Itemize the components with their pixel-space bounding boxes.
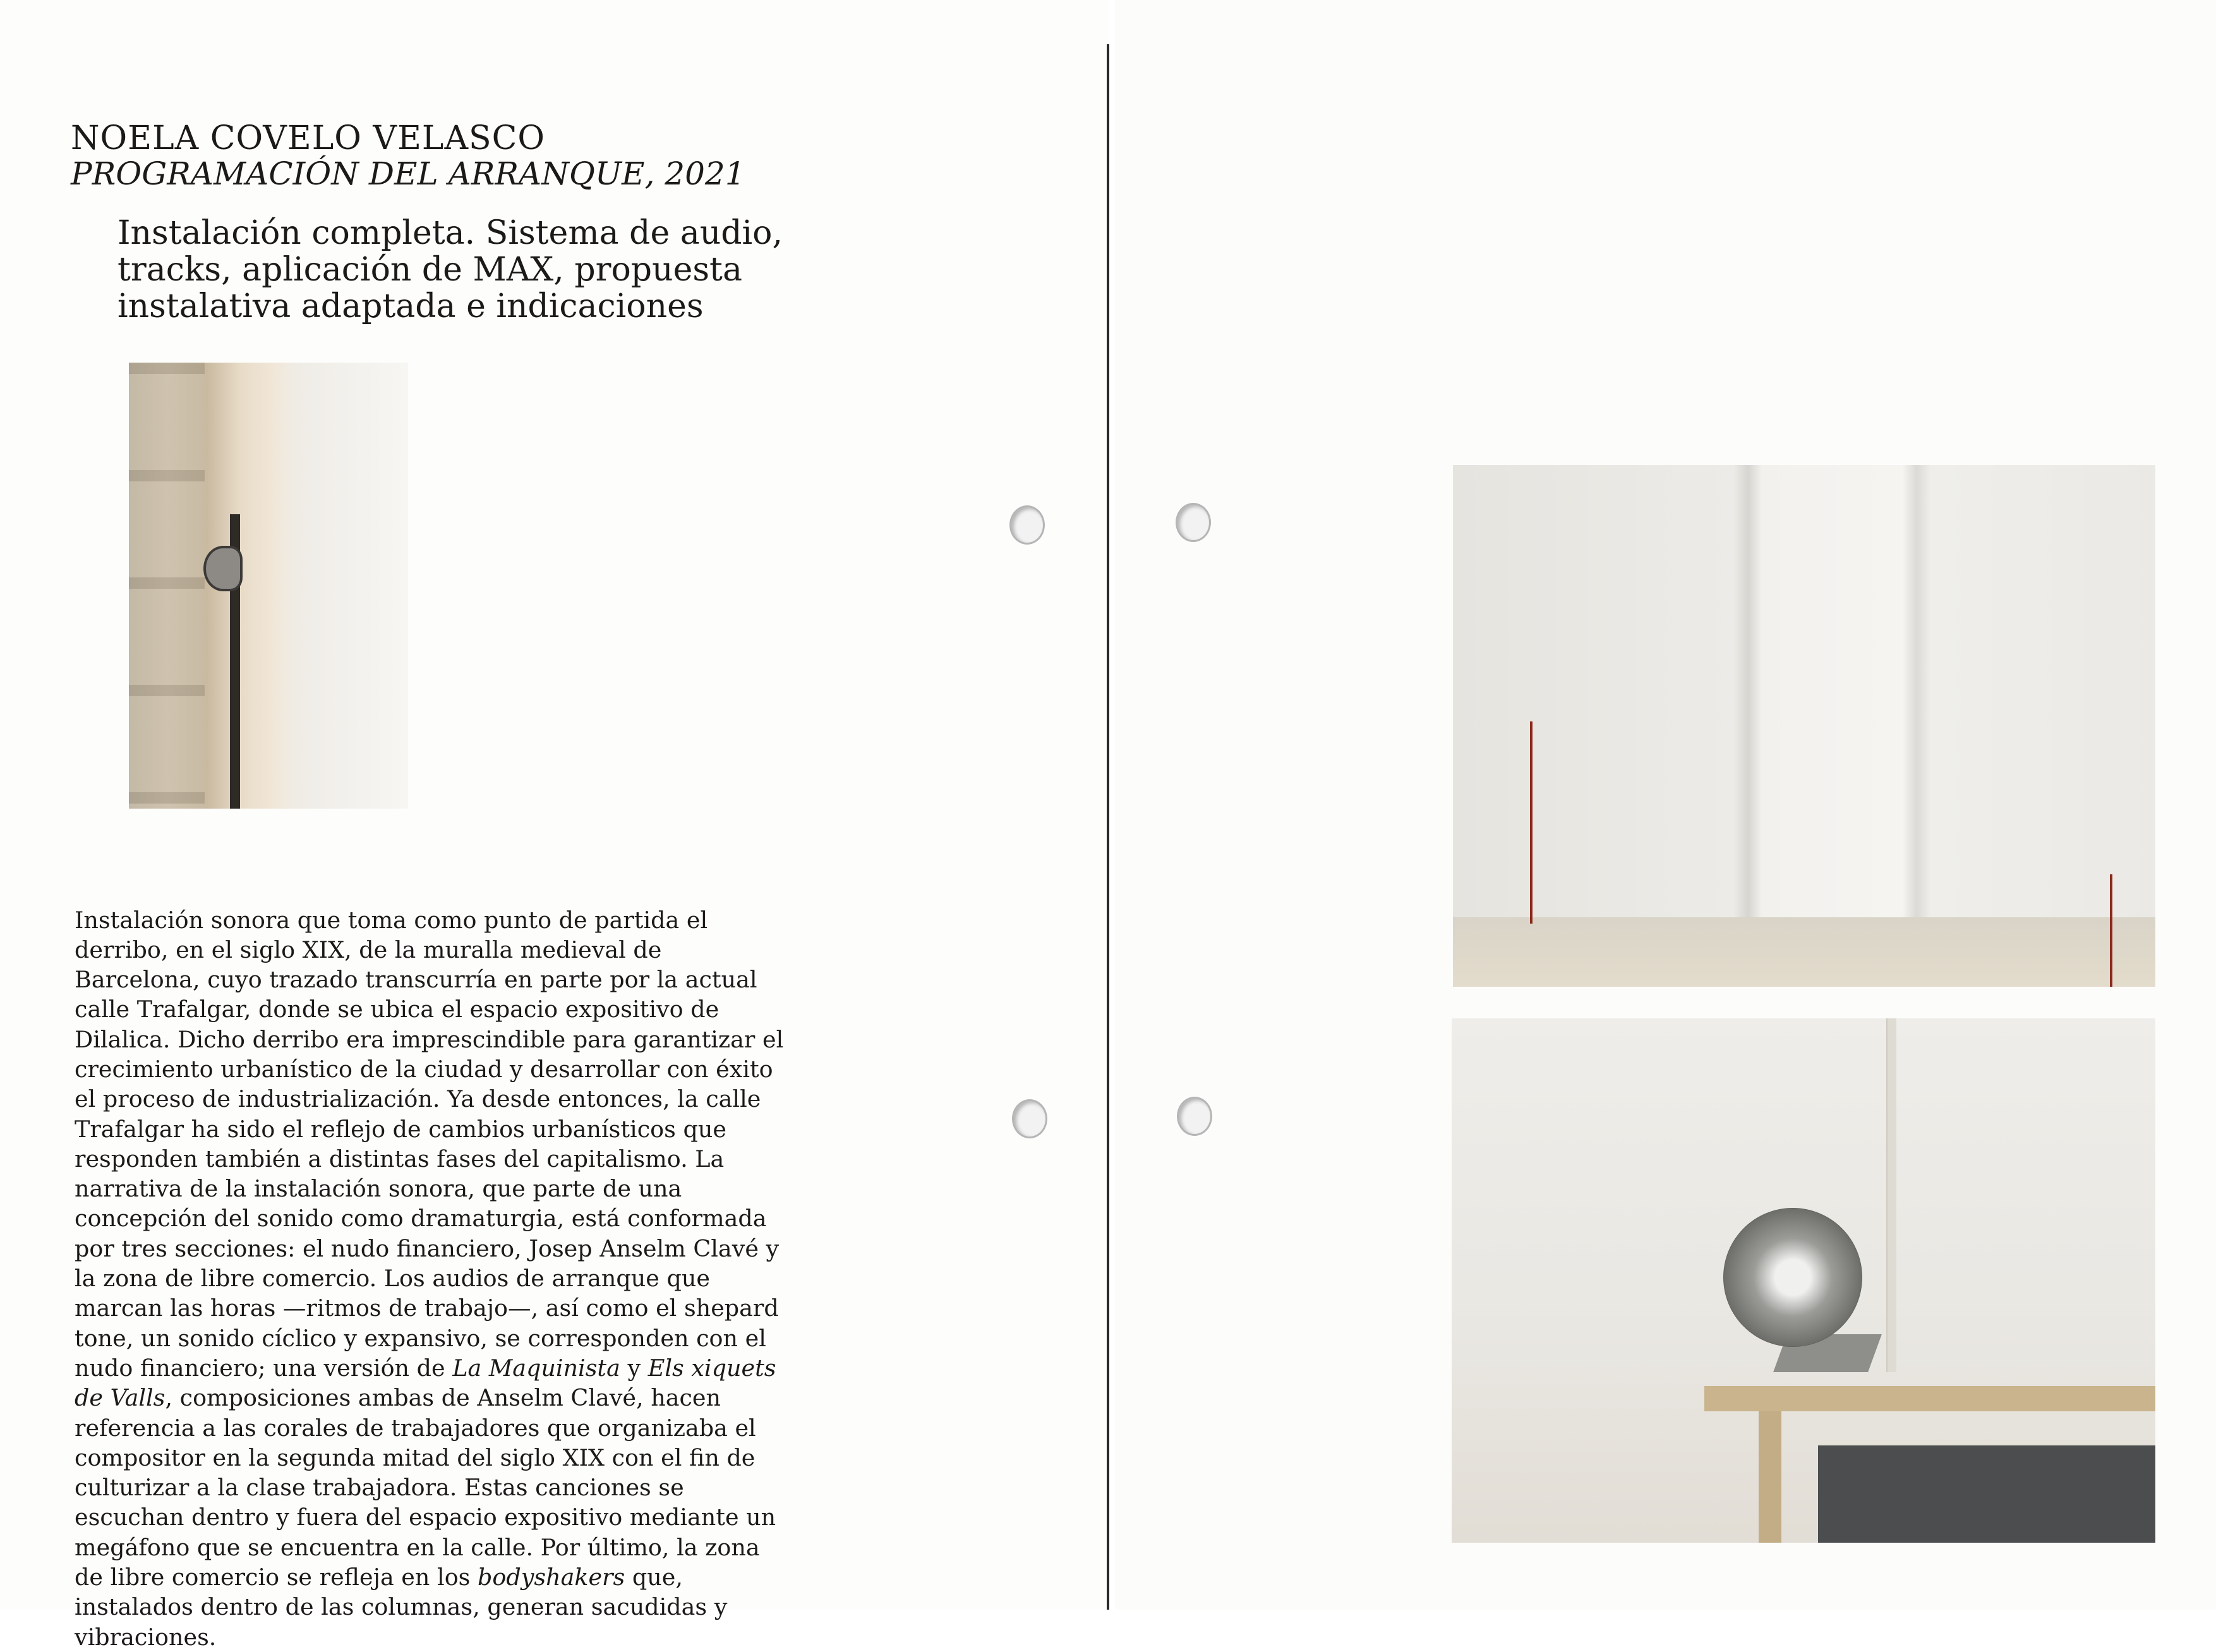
photo-table: [1704, 1386, 2155, 1411]
body-text: [75, 905, 785, 1652]
photo-floor: [1453, 917, 2155, 987]
artist-name: NOELA COVELO VELASCO: [71, 119, 546, 157]
work-subtitle: Instalación completa. Sistema de audio, tracks, aplicación de MAX, propuesta instalativa adaptada e indicaciones: [117, 214, 783, 325]
photo-megaphone: [1723, 1208, 1862, 1347]
photo-red-cable: [2110, 874, 2112, 987]
body-text-italic-els-xiquets: Els xiquets de Valls: [75, 1354, 776, 1412]
body-text-part4: que, instalados dentro de las columnas, generan sacudidas y vibraciones.: [75, 1564, 728, 1651]
photo-cornice: [129, 363, 205, 809]
punch-hole: [1009, 505, 1045, 545]
photo-speaker: [203, 546, 243, 591]
body-text-italic-la-maquinista: La Maquinista: [452, 1354, 620, 1382]
installation-photo-columns: [1453, 465, 2155, 987]
photo-red-cable: [1530, 721, 1533, 924]
body-text-italic-bodyshakers: bodyshakers: [478, 1564, 625, 1591]
photo-pipe: [1886, 1018, 1896, 1372]
photo-table-leg: [1759, 1411, 1781, 1543]
body-text-part1: Instalación sonora que toma como punto de partida el derribo, en el siglo XIX, de la muralla medieval de Barcelona, cuyo trazado transcurría en parte por la actual calle Trafalgar, donde se ubica el espacio expositivo de Dilalica. Dicho derribo era imprescindible para garantizar el crecimiento urbanístico de la ciudad y desarrollar con éxito el proceso de industrialización. Ya desde entonces, la calle Trafalgar ha sido el reflejo de cambios urbanísticos que responden también a distintas fases del capitalismo. La narrativa de la instalación sonora, que parte de una concepción del sonido como dramaturgia, está conformada por tres secciones: el nudo financiero, Josep Anselm Clavé y la zona de libre comercio. Los audios de arranque que marcan las horas —ritmos de trabajo—, así como el shepard tone, un sonido cíclico y expansivo, se corresponden con el nudo financiero; una versión de: [75, 906, 784, 1382]
installation-photo-megaphone: [1452, 1018, 2155, 1543]
installation-photo-wall-speaker: [129, 363, 408, 809]
punch-hole: [1176, 503, 1211, 542]
body-text-part3: , composiciones ambas de Anselm Clavé, hacen referencia a las corales de trabajadores que organizaba el compositor en la segunda mitad del siglo XIX con el fin de culturizar a la clase trabajadora. Estas canciones se escuchan dentro y fuera del espacio expositivo mediante un megáfono que se encuentra en la calle. Por último, la zona de libre comercio se refleja en los: [75, 1384, 776, 1591]
punch-hole: [1012, 1099, 1047, 1138]
page-gutter: [1107, 44, 1109, 1610]
punch-hole: [1177, 1097, 1212, 1136]
work-title: PROGRAMACIÓN DEL ARRANQUE, 2021: [71, 155, 745, 192]
photo-crate: [1818, 1445, 2155, 1543]
body-text-part2: y: [620, 1354, 648, 1382]
